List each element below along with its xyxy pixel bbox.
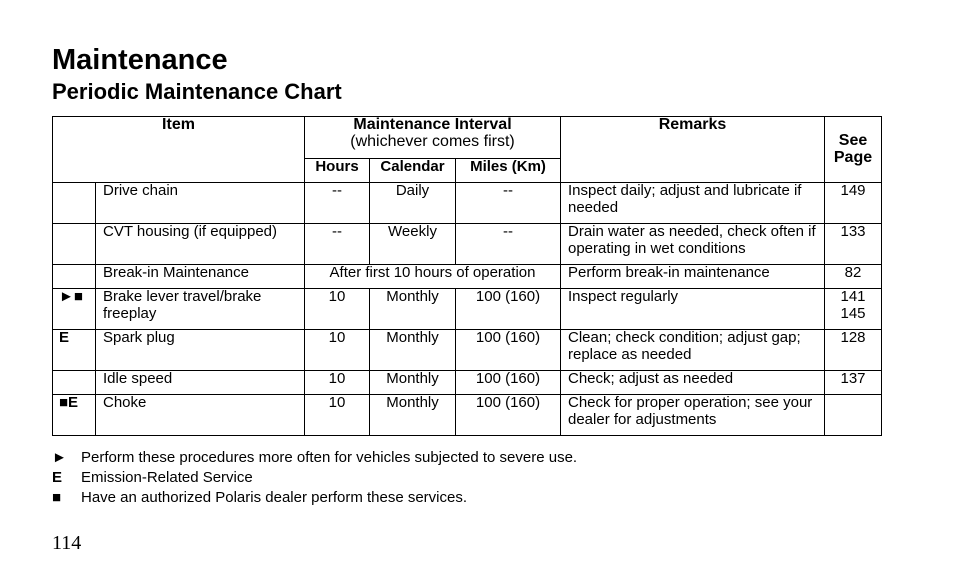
chart-title: Periodic Maintenance Chart [52, 79, 342, 104]
row-page [825, 395, 882, 436]
row-interval-merged: After first 10 hours of operation [305, 265, 561, 289]
row-remarks: Check for proper operation; see your dealer for adjustments [561, 395, 825, 436]
row-calendar: Daily [370, 183, 456, 224]
row-page: 149 [825, 183, 882, 224]
header-item: Item [53, 117, 305, 183]
row-item: Brake lever travel/brake freeplay [96, 289, 305, 330]
row-hours: 10 [305, 395, 370, 436]
row-miles: 100 (160) [456, 371, 561, 395]
row-remarks: Inspect regularly [561, 289, 825, 330]
row-calendar: Monthly [370, 371, 456, 395]
row-item: Choke [96, 395, 305, 436]
row-miles: 100 (160) [456, 330, 561, 371]
row-remarks: Check; adjust as needed [561, 371, 825, 395]
row-remarks: Clean; check condition; adjust gap; replace as needed [561, 330, 825, 371]
row-page: 141 145 [825, 289, 882, 330]
row-remarks: Drain water as needed, check often if operating in wet conditions [561, 224, 825, 265]
header-calendar: Calendar [370, 159, 456, 183]
row-symbol: E [53, 330, 96, 371]
row-symbol [53, 371, 96, 395]
row-item: Spark plug [96, 330, 305, 371]
row-calendar: Monthly [370, 289, 456, 330]
row-miles: 100 (160) [456, 289, 561, 330]
row-symbol [53, 183, 96, 224]
row-symbol [53, 224, 96, 265]
row-calendar: Weekly [370, 224, 456, 265]
row-miles: -- [456, 183, 561, 224]
legend-item [52, 489, 467, 507]
row-page: 82 [825, 265, 882, 289]
row-hours: 10 [305, 289, 370, 330]
row-page: 128 [825, 330, 882, 371]
row-calendar: Monthly [370, 395, 456, 436]
severe-use-icon: ► [52, 449, 67, 466]
header-interval-subtitle: (whichever comes first) [350, 132, 515, 150]
page-number: 114 [52, 532, 82, 554]
row-calendar: Monthly [370, 330, 456, 371]
emission-icon: E [52, 469, 63, 486]
row-miles: 100 (160) [456, 395, 561, 436]
row-item: Drive chain [96, 183, 305, 224]
legend-item [52, 449, 577, 467]
row-symbol: ►■ [53, 289, 96, 330]
row-hours: -- [305, 224, 370, 265]
row-hours: -- [305, 183, 370, 224]
row-item: Idle speed [96, 371, 305, 395]
row-item: Break-in Maintenance [96, 265, 305, 289]
header-see-page: See Page [825, 117, 882, 183]
row-symbol: ■E [53, 395, 96, 436]
maintenance-table [52, 116, 882, 436]
table-row [53, 183, 882, 224]
row-page: 137 [825, 371, 882, 395]
table-row [53, 224, 882, 265]
row-page: 133 [825, 224, 882, 265]
section-title: Maintenance [52, 44, 228, 76]
row-symbol [53, 265, 96, 289]
table-row [53, 289, 882, 330]
header-hours: Hours [305, 159, 370, 183]
table-row [53, 330, 882, 371]
table-row [53, 265, 882, 289]
row-item: CVT housing (if equipped) [96, 224, 305, 265]
legend-text: Have an authorized Polaris dealer perform these services. [81, 489, 468, 506]
legend-text: Emission-Related Service [81, 469, 253, 486]
row-hours: 10 [305, 371, 370, 395]
header-remarks: Remarks [561, 117, 825, 183]
row-remarks: Inspect daily; adjust and lubricate if needed [561, 183, 825, 224]
header-interval-title: Maintenance Interval [353, 116, 512, 133]
row-remarks: Perform break-in maintenance [561, 265, 825, 289]
row-miles: -- [456, 224, 561, 265]
table-row [53, 371, 882, 395]
dealer-service-icon: ■ [52, 489, 62, 506]
legend-text: Perform these procedures more often for vehicles subjected to severe use. [81, 449, 578, 466]
table-row [53, 395, 882, 436]
header-miles: Miles (Km) [456, 159, 561, 183]
row-hours: 10 [305, 330, 370, 371]
header-interval [305, 117, 561, 159]
legend-item [52, 469, 253, 487]
